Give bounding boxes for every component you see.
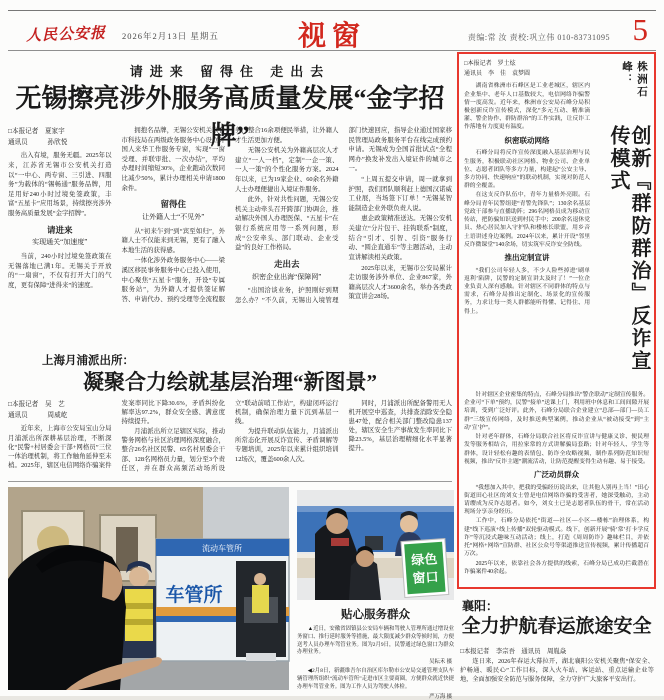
paragraph: 2025年以来，依靠社会各方提供的线索，石峰分局已成功拦截潜在诈骗案件40余起。: [464, 560, 649, 575]
article1-headline: 无锡擦亮涉外服务高质量发展“金字招牌”: [15, 84, 445, 150]
caption-title: 贴心服务群众: [341, 609, 410, 621]
article1-byline: [8, 126, 112, 148]
header-date: 2026年2月13日 星期五: [122, 31, 219, 41]
caption-credit: 严万海 摄: [429, 693, 452, 700]
article2-kicker: 上海月浦派出所：: [42, 355, 134, 367]
paragraph: 近年来，上海市公安局宝山分局月浦派出所深耕基层治理，不断深化“民警+村居委会干部+网格员”三位一体治理机制，将工作触角延伸至末梢。2025年，辖区电信网络诈骗案件发案率同比下降30.6%，矛盾纠纷化解率达97.2%，群众安全感、满意度持续提升。: [8, 400, 225, 469]
paragraph: 湖南省株洲市石峰区是工业老城区，辖区内企业集中、老年人口基数较大，电信网络诈骗警情一度高发。近年来，株洲市公安局石峰分局积极创新反诈宣传模式，深化“多元互动、精准滴灌、警企协作、群防群治”的工作实践，让反诈工作落地有力度更有温度。: [464, 83, 590, 131]
service-hall-illustration: [297, 490, 454, 600]
article3-headline: 创新『群防群治』反诈宣传模式: [607, 124, 650, 373]
paragraph: 出入有境，服务无疆。2025年以来，江苏省无锡市公安机关打造以“一中心、两专窗、三引进、四服务”为载体的“锡畅通”服务品牌，用足用好240小时过境免签政策，丰富“五星卡”应用场景，持续擦亮涉外服务高质量发展“金字招牌”。: [8, 152, 112, 218]
subhead-sub: 让外籍人士“不见外”: [142, 213, 205, 222]
photo-green-window-counter: [297, 490, 454, 600]
photo-mobile-vehicle-office: [8, 487, 289, 690]
paragraph: 针对老年群体，石峰分局联合社区将反诈宣讲与健康义诊、便民理发等服务相结合，用拉家常的方式讲解骗局套路；针对年轻人、学生等群体，设计轻松有趣的表情包、防诈全攻略视频，制作系列防范知识短视频，推出“反诈主题”潮流活动，让防范提醒变得生动有趣、易于接受。: [464, 434, 649, 465]
paragraph: 工作中，石峰分局依托“街道—社区—小区—楼栋”治理体系，构建“线下巡演+线上传播”双轮驱动模式。线下，创新开展“骑‘常’打卡学反诈”等沉浸式趣味互动活动；线上，打造《周周防诈》趣味栏目，并依托“网格+网络”宣防群、社区公众号等渠道推送宣传视频，累计传播超百万次。: [464, 518, 649, 558]
subhead: 织密联动网络: [504, 135, 550, 145]
byline-reporter: □本报记者 吴 艺: [8, 401, 65, 408]
subhead: 请进来: [46, 224, 73, 235]
article2-body: [8, 399, 452, 476]
green-window-sign-line1: 绿色: [410, 551, 438, 568]
paragraph: 针对辖区企业密集的特点，石峰分局推出“警企联动”定制宣传服务。企业可“下单”预约，民警“接单”送课上门，利用班中休息和工间间隙开展培训，受到广泛好评。此外，石峰分局联合企业建立“总部—部门—员工群”三级宣传网络，及时推送典型案例，推动企业从“被动接受”到“主动‘宣’护”。: [464, 392, 649, 431]
photo-section-rule: [8, 481, 452, 482]
subhead: 走出去: [273, 258, 300, 269]
byline-correspondent: 通讯员 孙欣悦: [8, 139, 68, 147]
byline-correspondent: 通讯员 李 佳 袁梦圆: [464, 71, 531, 78]
article4-body: [460, 658, 654, 692]
paragraph: 当前，240小时过境免签政策在无锡落地已满1年。无锡关于开放的“一扇窗”，不仅有打开大门的气度，更有保障“进得来”的速度。: [8, 252, 112, 289]
paragraph: 此外，针对共性问题，无锡公安机关主动牵头召开跨部门协调会，推动解决外国人办理医保、“五星卡”在银行系统应用等一系列问题，形成“公安牵头、部门联动、企业受益”的良好工作格局。: [235, 196, 339, 252]
paragraph: 石峰分局将反诈宣传深度融入基层治理与民生服务，积极联动社区网格、物业公司、企业单位、志愿者团队等多方力量，构建起“公安主导、多方协同、快速响应”的联动机制，实现对防范人群的全覆盖。: [464, 150, 590, 190]
page-number: 5: [632, 12, 648, 47]
paragraph: 惠企政策精准送达。无锡公安机关建立“分片包干、挂钩联系”制度，结合“引才、引智、引资”服务行动、“圆企直通车”等主题活动，主动宣讲解读相关政策。: [348, 215, 452, 261]
subhead-sub: 织密企业出海“保障网”: [252, 272, 322, 281]
article2-byline: [8, 399, 112, 421]
article3-kicker: 株洲石峰：: [621, 61, 647, 99]
article2-headline: 凝聚合力绘就基层治理“新图景”: [83, 370, 377, 394]
paragraph: 为提升联动队伍能力，月浦派出所常态化开展反诈宣传、矛盾调解等专题培训，2025年以来累计组织培训12场次，覆盖600余人次。: [235, 428, 339, 463]
top-rule: [8, 10, 656, 11]
street-scene-illustration: [8, 487, 289, 690]
paragraph: 同时，月浦派出所配备警用无人机开展空中巡查，共排查消除安全隐患47处，配合相关部门整改隐患137处，辖区安全生产事故发生率同比下降23.5%，基层治理精细化水平显著提升。: [348, 400, 452, 453]
van-side-text: 车管所: [165, 585, 223, 606]
van-banner-text: 流动车管所: [202, 544, 242, 553]
article3-body-bottom: [464, 391, 649, 577]
article4-headline: 全力护航春运旅途安全: [461, 616, 652, 637]
article3-top-section: [464, 59, 649, 387]
header-rule: [8, 50, 656, 51]
subhead: 广泛动员群众: [534, 469, 579, 479]
subhead-sub: 实现通关“加速度”: [32, 238, 88, 247]
article1-body: [8, 126, 452, 340]
byline-correspondent: 通讯员 周威屹: [8, 412, 68, 420]
editors-line: 责编:常 汝 责校:巩立伟 010-83731095: [467, 33, 610, 42]
paragraph: 连日来，2026年春运大幕拉开，湖北襄阳公安机关聚焦“保安全、护畅通、暖民心”工作目标，深入火车站、客运站、重点运输企业等地，全面加强安全防范与服务保障，全力守护广大旅客平安出行。: [460, 658, 654, 683]
paragraph: 在这支反诈队伍中，青年力量格外亮眼。石峰分局青年民警组建“青警先锋队”；130余名基层党政干部参与直播助阵；296名网格员成为移动宣传站，把防骗知识送到村民手中；200余名退休党员、热心居民加入守护队和楼栋长联盟，用乡音土语讲述身边案例。2024年以来，累计开设“邻里反诈微课堂”140余场，切实筑牢反诈安全防线。: [464, 192, 590, 248]
article4-byline: □本报记者 李宗吾 通讯员 周胤焱: [460, 648, 567, 655]
subhead: 留得住: [160, 199, 186, 210]
subhead: 推出定制宣讲: [504, 252, 550, 262]
article3-byline: [464, 59, 590, 79]
paragraph: “上周五提交申请，周一就拿到护照，我们团队顺利赶上德国汉诺威工业展，当场签下订单！”无锡某智能制造企业外联负责人说。: [348, 176, 452, 212]
paragraph: 2025年以来，无锡市公安局累计走访服务涉外单位、企业867家，外籍高层次人才3600余名，举办各类政策宣讲会28场。: [348, 264, 452, 301]
caption-credit: 吴耘禾 摄: [429, 659, 452, 666]
article4-kicker: 襄阳：: [462, 599, 499, 613]
paragraph: 一体化涉外政务服务中心——梁溪区移民事务服务中心已投入使用，中心聚焦“五星卡”服务，开设“专属服务站”，为外籍人才提供签证解答、申请代办、预约受理等全流程服务，整合16余项便民举措，让外籍人才生活更加方便。: [121, 127, 339, 303]
paragraph: “我想加入其中，把我的受骗经历说出来，让其他人别再上当！”田心街道田心社区的刘女士曾是电信网络诈骗的受害者，她深受触动，主动请缨成为反诈志愿者。如今，刘女士已是志愿者队伍的骨干，常在活动现场分享亲身经历。: [464, 484, 649, 516]
caption-text: ▲近日，安徽省固镇县公安局车辆和驾驶人管理所通过增设业务窗口、推行延时服务等措施，最大限度减少群众等候时间，方便送考人员办理车驾管业务。图为2月9日，民警通过绿色窗口为群众办理业务。: [297, 626, 454, 656]
caption-text: ◀2月8日，新疆维吾尔自治区库尔勒市公安局交通管理支队车辆管理所组织“流动车管所”走进市区主要商圈，方便群众就近快捷办理车驾管业务。图为工作人员为驾驶人体检。: [297, 668, 454, 690]
paragraph: “我们公司年轻人多，不少人险些掉进‘刷单返利’陷阱，民警的定制宣讲太及时了！”一位企业负责人深有感触。针对辖区不同群体的特点与需求，石峰分局推出定制化、场景化的宣传服务，力求让每一类人群都能听得懂、记得住、用得上。: [464, 267, 590, 315]
byline-reporter: □本报记者 罗土炫: [464, 61, 516, 67]
paragraph: 月浦派出所立足辖区实际，推动警务网格与社区治理网格深度融合，整合26名社区民警、65名村居委会干部、128名网格员力量，划分至3个责任区，并在群众高频活动场所设立“联动前哨工作站”，构建闭环运行机制，确保治理力量下沉到基层一线。: [121, 400, 339, 472]
green-window-sign-line2: 窗口: [412, 569, 440, 586]
article1-kicker: 请进来 留得住 走出去: [129, 64, 331, 79]
paragraph: 拥抱名品牌，无锡公安机关联合市科技局在两级政务服务中心设立外国人来华工作服务专窗，实现“一窗受理、并联审批、一次办结”，平均办理时间缩短30%，企业跑动次数同比减少50%，累计办理相关申请1800余件。: [121, 127, 225, 192]
byline-reporter: □本报记者 夏家宇: [8, 128, 65, 135]
article3-body-left: [464, 59, 590, 387]
article3-red-box: [457, 52, 656, 589]
section-title: 视窗: [297, 20, 366, 51]
masthead-logo: 人民公安报: [25, 25, 107, 45]
article3-vertical-headline-area: [590, 59, 649, 387]
paragraph: “出国洽谈业务，护照刚好到期怎么办？”不久前，无锡出入境管理部门快速回应，指导企业通过国家移民管理局政务服务平台在线完成预约申请。无锡成为全国首批试点“全程网办”换发补发出入境证件的城市之一。: [235, 127, 452, 304]
paragraph: 从“初来乍到”到“宾至如归”，外籍人士不仅能来到无锡，更有了融入本地生活的获得感。: [121, 227, 225, 254]
photo-captions: [297, 606, 454, 700]
paragraph: 无锡公安机关为外籍高层次人才建立“一人一档”，定制“一企一策、一人一策”的个性化服务方案。2024年以来，已为19家企业、60余名外籍人士办理便捷出入境证件服务。: [235, 147, 339, 193]
